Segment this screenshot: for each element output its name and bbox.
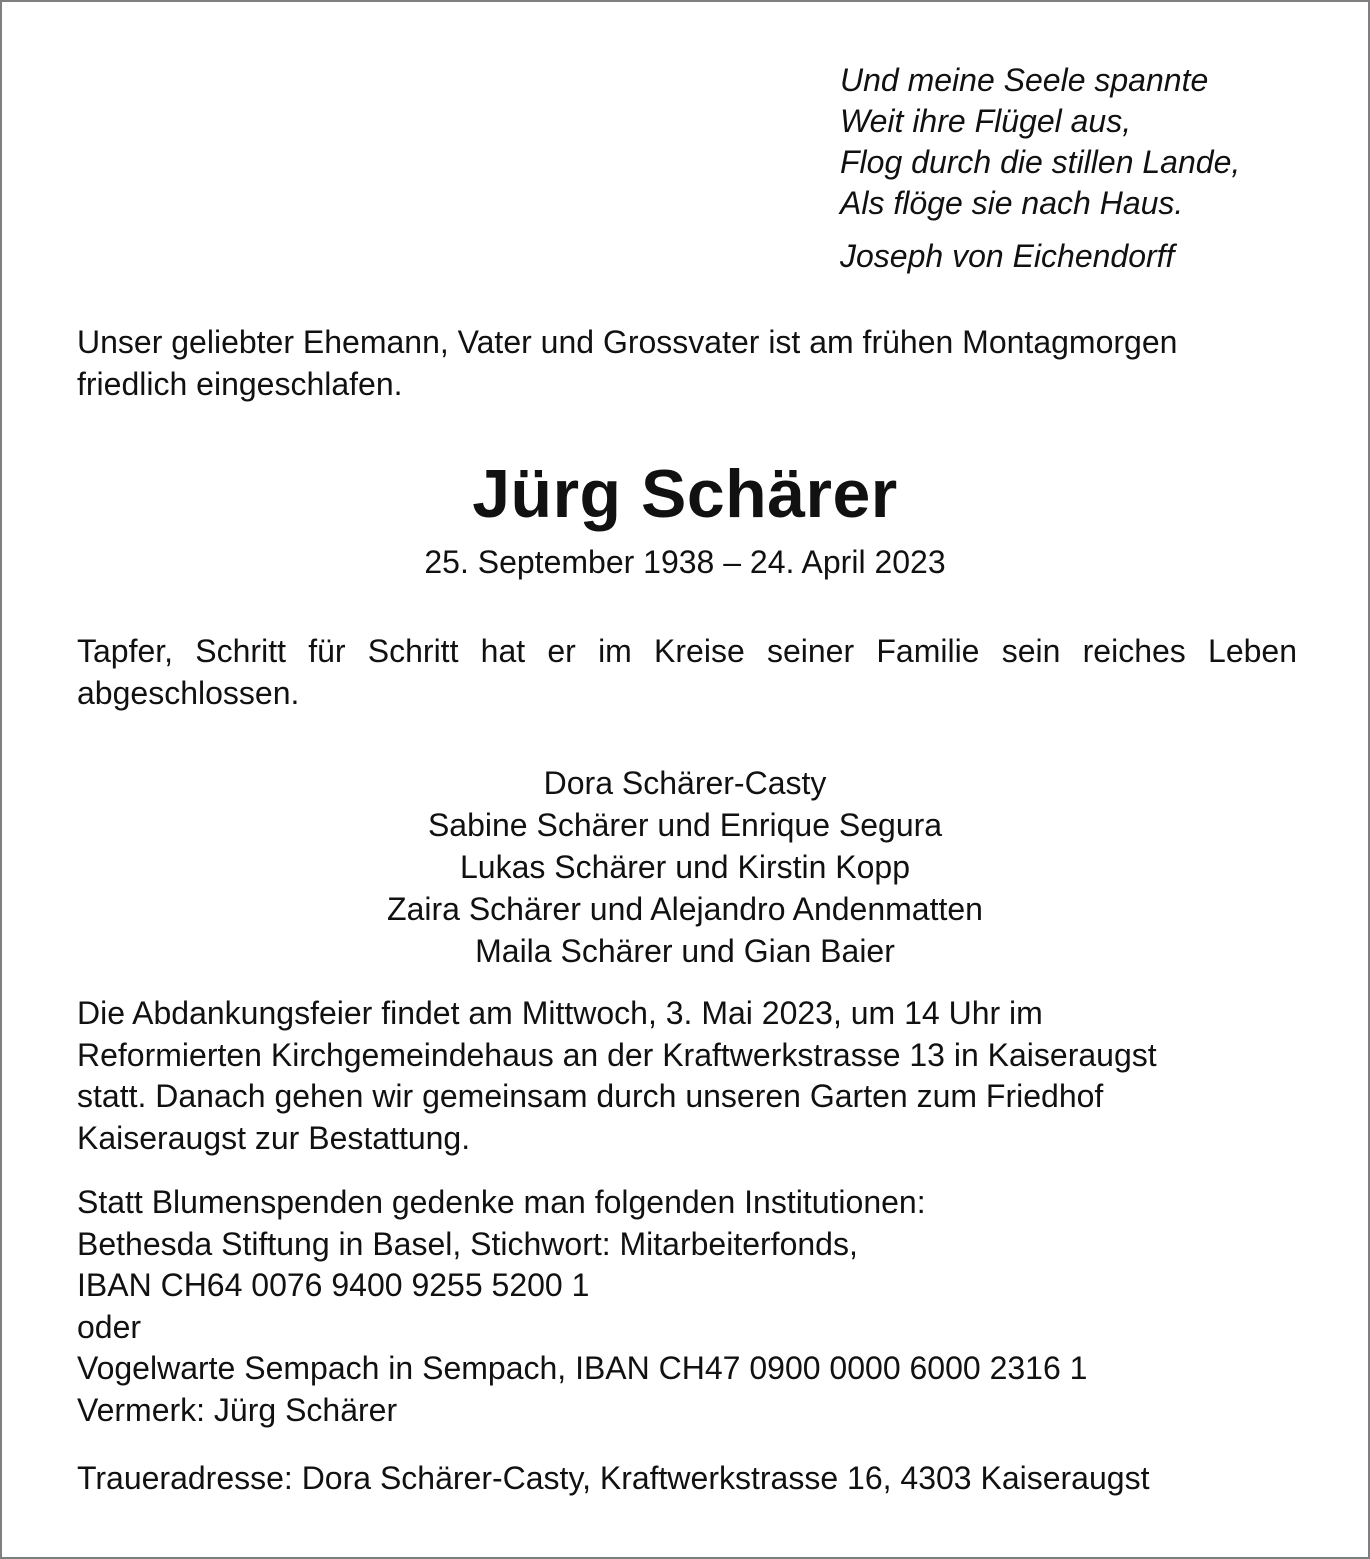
life-dates: 25. September 1938 – 24. April 2023	[424, 544, 946, 580]
donation-line: Statt Blumenspenden gedenke man folgenden Institutionen:	[77, 1184, 926, 1220]
donation-line: IBAN CH64 0076 9400 9255 5200 1	[77, 1267, 590, 1303]
ceremony-line: Die Abdankungsfeier findet am Mittwoch, 3. Mai 2023, um 14 Uhr im	[77, 995, 1043, 1031]
mourning-address: Traueradresse: Dora Schärer-Casty, Kraftwerkstrasse 16, 4303 Kaiseraugst	[77, 1460, 1150, 1496]
tribute-paragraph: Tapfer, Schritt für Schritt hat er im Kreise seiner Familie sein reiches Leben abgeschlossen.	[77, 633, 1297, 711]
deceased-name: Jürg Schärer	[472, 456, 898, 532]
donation-line: Bethesda Stiftung in Basel, Stichwort: Mitarbeiterfonds,	[77, 1225, 858, 1262]
ceremony-line: statt. Danach gehen wir gemeinsam durch unseren Garten zum Friedhof	[77, 1078, 1104, 1114]
mourner-name: Maila Schärer und Gian Baier	[475, 933, 895, 969]
mourner-name: Lukas Schärer und Kirstin Kopp	[459, 849, 911, 885]
donations-paragraph	[77, 1182, 1297, 1431]
donation-line: Vermerk: Jürg Schärer	[77, 1391, 398, 1428]
intro-paragraph	[77, 322, 1297, 405]
mourner-name: Sabine Schärer und Enrique Segura	[427, 807, 943, 843]
ceremony-paragraph	[77, 993, 1297, 1159]
mourner-name: Dora Schärer-Casty	[543, 765, 827, 801]
mourner-name: Zaira Schärer und Alejandro Andenmatten	[387, 891, 983, 927]
intro-line: Unser geliebter Ehemann, Vater und Grossvater ist am frühen Montagmorgen	[77, 324, 1178, 360]
poem-quote	[840, 60, 1240, 277]
poem-line: Flog durch die stillen Lande,	[840, 144, 1241, 180]
poem-line: Weit ihre Flügel aus,	[840, 103, 1132, 139]
ceremony-line: Kaiseraugst zur Bestattung.	[77, 1119, 471, 1156]
ceremony-line: Reformierten Kirchgemeindehaus an der Kraftwerkstrasse 13 in Kaiseraugst	[77, 1036, 1157, 1073]
donation-line: oder	[77, 1308, 142, 1345]
poem-line: Als flöge sie nach Haus.	[840, 185, 1184, 221]
poem-author: Joseph von Eichendorff	[840, 238, 1175, 274]
donation-line: Vogelwarte Sempach in Sempach, IBAN CH47 0900 0000 6000 2316 1	[77, 1350, 1088, 1386]
poem-line: Und meine Seele spannte	[840, 62, 1209, 98]
intro-line: friedlich eingeschlafen.	[77, 365, 403, 402]
mourners-list	[2, 762, 1368, 972]
